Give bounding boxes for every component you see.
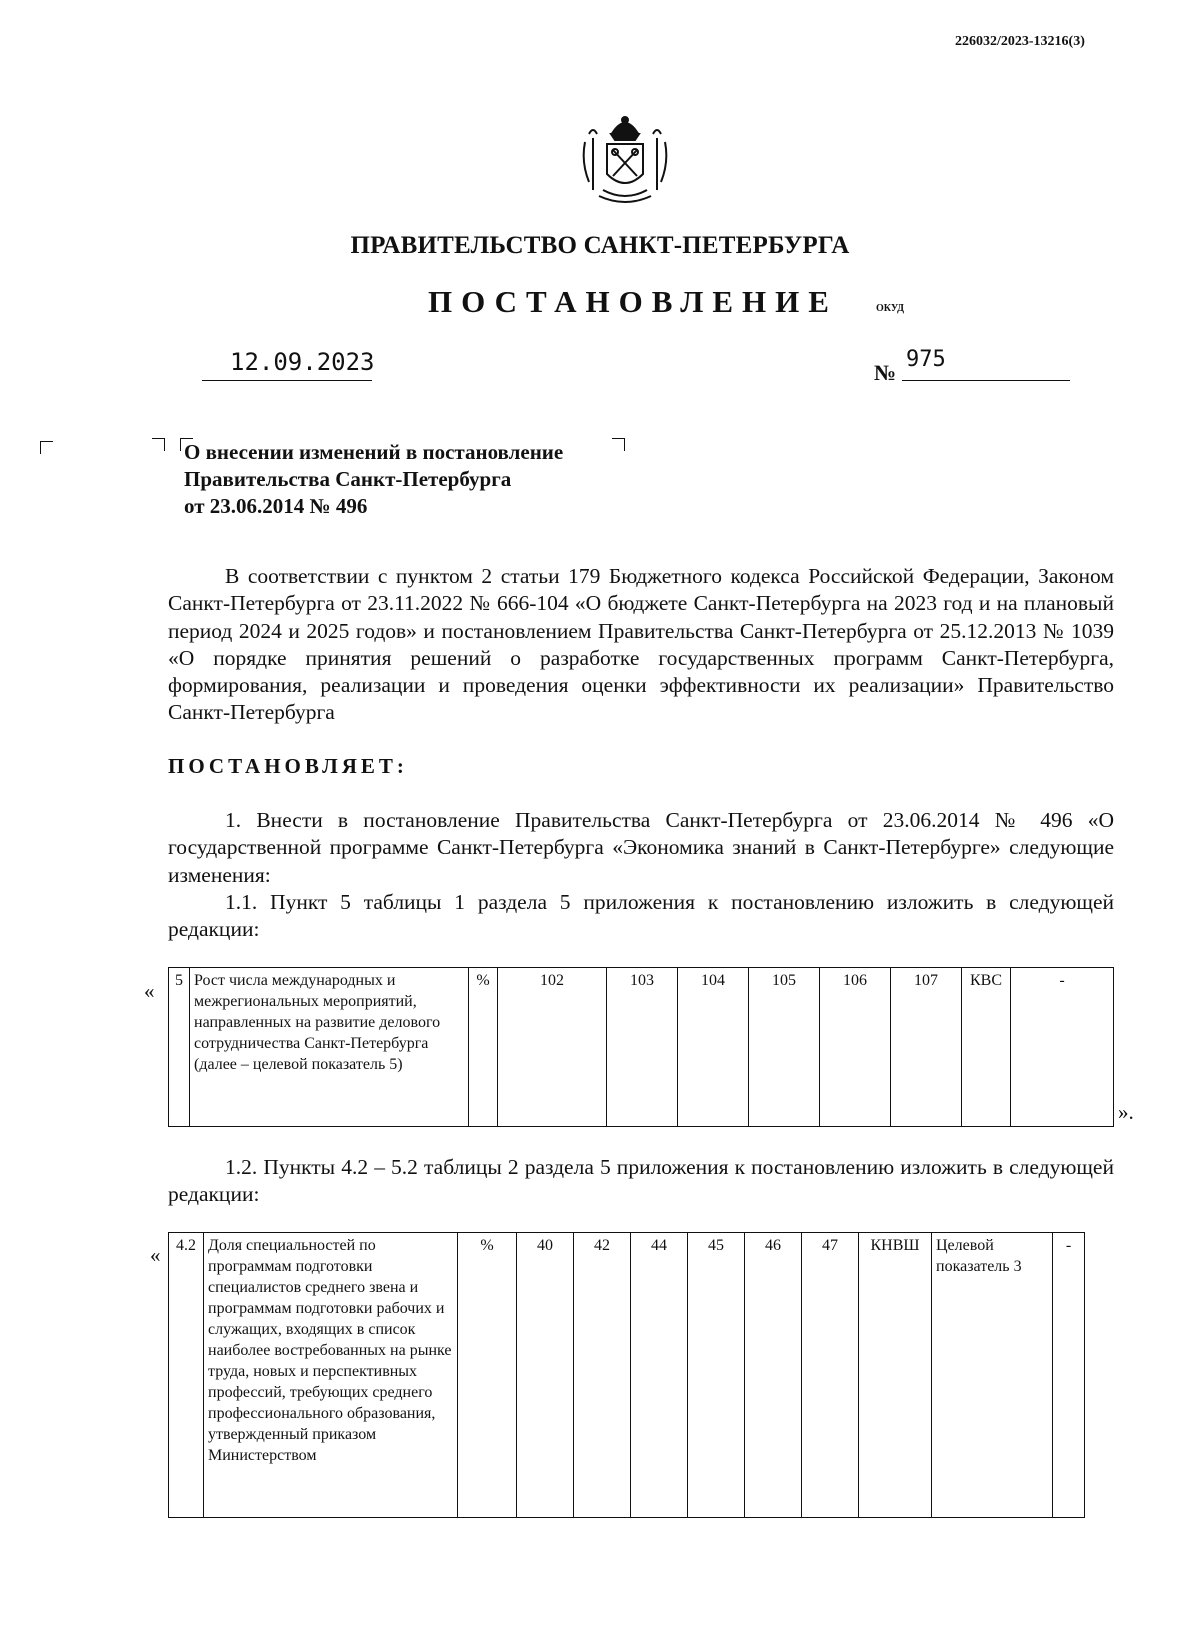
- table-cell-value: 44: [631, 1233, 688, 1518]
- table-cell-note: -: [1053, 1233, 1085, 1518]
- table-cell-responsible: КНВШ: [859, 1233, 932, 1518]
- table-cell-value: 42: [574, 1233, 631, 1518]
- decree-number: 975: [906, 347, 946, 372]
- saint-petersburg-coat-of-arms-icon: [575, 112, 675, 208]
- decree-date: 12.09.2023: [230, 348, 375, 376]
- subject-line: от 23.06.2014 № 496: [184, 494, 368, 518]
- clause-1-2: 1.2. Пункты 4.2 – 5.2 таблицы 2 раздела 5 приложения к постановлению изложить в следующей редакции:: [168, 1155, 1114, 1207]
- decree-subject: [184, 439, 563, 520]
- subject-corner-mark: [152, 438, 165, 451]
- table-cell-value: 46: [745, 1233, 802, 1518]
- table-cell-unit: %: [469, 968, 498, 1127]
- indicator-table-1: [168, 967, 1114, 1127]
- table-cell-target: Целевой показатель 3: [932, 1233, 1053, 1518]
- clause-1: 1. Внести в постановление Правительства Санкт-Петербурга от 23.06.2014 № 496 «О государственной программе Санкт-Петербурга «Экономика знаний в Санкт-Петербурге» следующие изменения:: [168, 808, 1114, 887]
- decree-type-title: ПОСТАНОВЛЕНИЕ: [428, 284, 838, 319]
- table-cell-value: 47: [802, 1233, 859, 1518]
- table-cell-value: 105: [749, 968, 820, 1127]
- table2-open-quote: «: [150, 1243, 161, 1267]
- table-cell-value: 107: [891, 968, 962, 1127]
- table-cell-value: 104: [678, 968, 749, 1127]
- table-cell-value: 102: [498, 968, 607, 1127]
- table-cell-indicator-name: Рост числа международных и межрегиональных мероприятий, направленных на развитие делового сотрудничества Санкт-Петербурга (далее – целевой показатель 5): [190, 968, 469, 1127]
- table1-close-quote: ».: [1118, 1100, 1134, 1124]
- table-cell-indicator-name: Доля специальностей по программам подготовки специалистов среднего звена и программам подготовки рабочих и служащих, входящих в список наиболее востребованных на рынке труда, новых и перспективных профессий, требующих среднего профессионального образования, утвержденный приказом Министерством: [204, 1233, 458, 1518]
- number-sign: №: [874, 360, 897, 385]
- number-underline: [902, 380, 1070, 381]
- government-name: ПРАВИТЕЛЬСТВО САНКТ-ПЕТЕРБУРГА: [350, 232, 850, 259]
- date-underline: [202, 380, 372, 381]
- clause-1-1: 1.1. Пункт 5 таблицы 1 раздела 5 приложения к постановлению изложить в следующей редакции:: [168, 890, 1114, 942]
- subject-corner-mark: [612, 438, 625, 451]
- left-margin-corner-mark: [40, 441, 53, 454]
- indicator-table-2: [168, 1232, 1085, 1518]
- table-cell-number: 4.2: [169, 1233, 204, 1518]
- table-cell-number: 5: [169, 968, 190, 1127]
- decrees-heading: ПОСТАНОВЛЯЕТ:: [168, 754, 408, 778]
- table-cell-value: 45: [688, 1233, 745, 1518]
- table-row: [169, 968, 1114, 1127]
- document-barcode-number: 226032/2023-13216(3): [955, 34, 1085, 49]
- table-cell-value: 103: [607, 968, 678, 1127]
- preamble-paragraph: В соответствии с пунктом 2 статьи 179 Бюджетного кодекса Российской Федерации, Законом Санкт-Петербурга от 23.11.2022 № 666-104 «О бюджете Санкт-Петербурга на 2023 год и на плановый период 2024 и 2025 годов» и постановлением Правительства Санкт-Петербурга от 25.12.2013 № 1039 «О порядке принятия решений о разработке государственных программ Санкт-Петербурга, формирования, реализации и проведения оценки эффективности их реализации» Правительство Санкт-Петербурга: [168, 564, 1114, 725]
- table-cell-note: -: [1011, 968, 1114, 1127]
- subject-line: Правительства Санкт-Петербурга: [184, 467, 512, 491]
- table-cell-value: 40: [517, 1233, 574, 1518]
- table-cell-responsible: КВС: [962, 968, 1011, 1127]
- subject-line: О внесении изменений в постановление: [184, 440, 564, 464]
- okud-label: ОКУД: [876, 303, 905, 314]
- table1-open-quote: «: [144, 979, 155, 1003]
- table-cell-value: 106: [820, 968, 891, 1127]
- table-cell-unit: %: [458, 1233, 517, 1518]
- table-row: [169, 1233, 1085, 1518]
